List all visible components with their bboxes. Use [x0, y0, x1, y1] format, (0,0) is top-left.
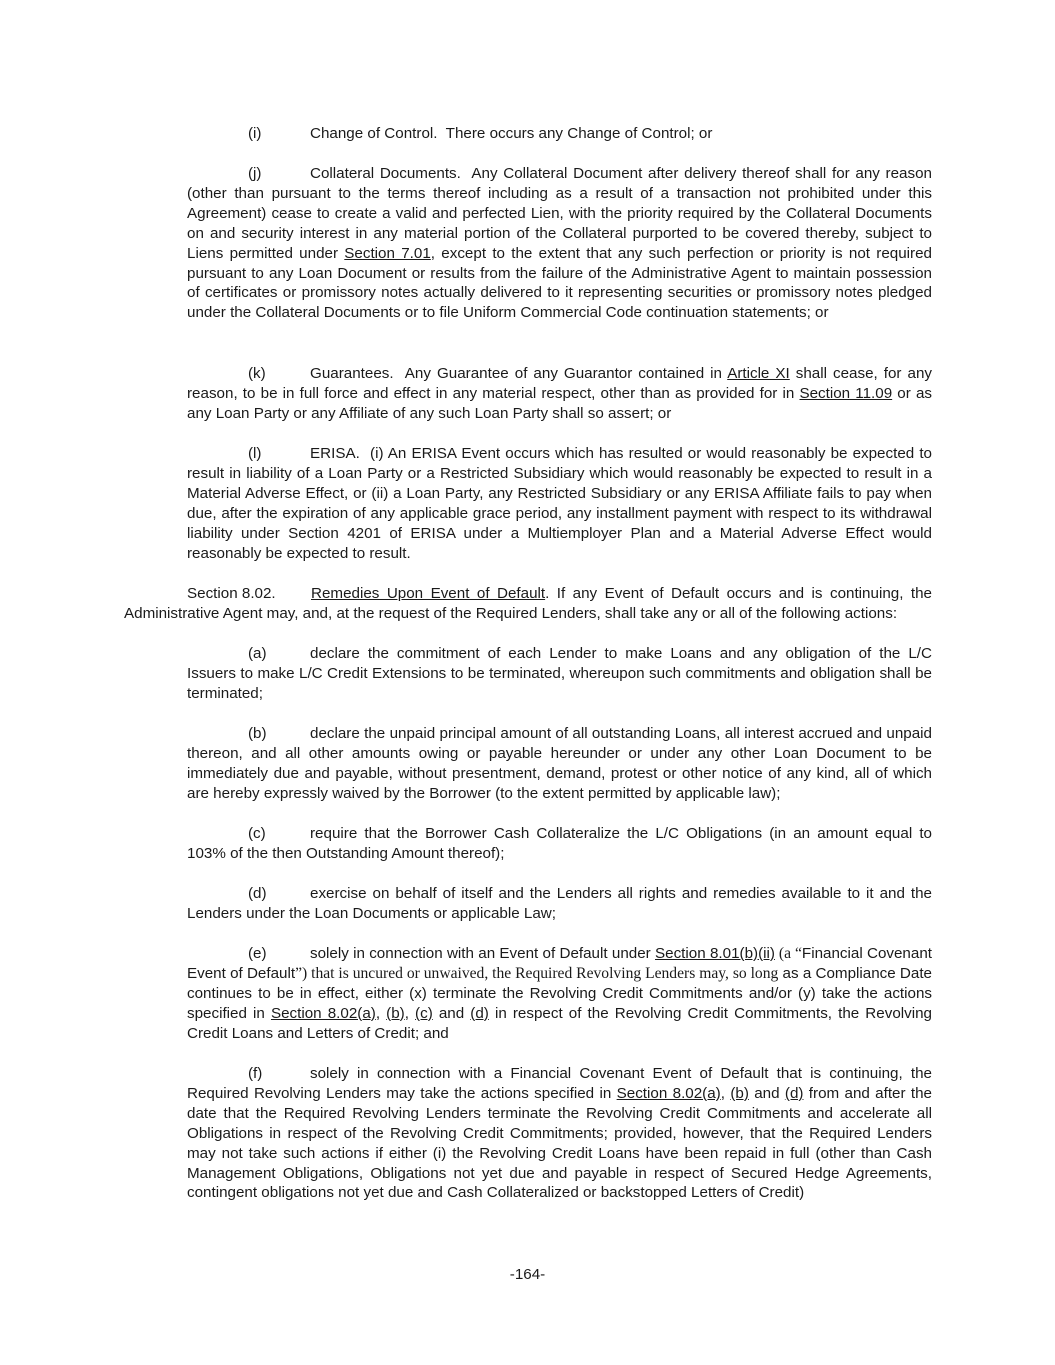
paragraph-text: There occurs any Change of Control; or	[445, 125, 713, 142]
paragraph-text: solely in connection with a Financial Covenant Event of Default that is continuing, the Required Revolving Lenders may take the actions specified in	[187, 1065, 932, 1102]
paragraph-text: (i) An ERISA Event occurs which has resulted or would reasonably be expected to result in liability of a Loan Party or a Restricted Subsidiary which would reasonably be expected to result in a Material Adverse Effect, or (ii) a Loan Party, any Restricted Subsidiary or any ERISA Affiliate fails to pay when due, after the expiration of any applicable grace period, any installment payment with respect to its withdrawal liability under Section 4201 of ERISA under a Multiemployer Plan and a Material Adverse Effect would reasonably be expected to result.	[187, 445, 932, 562]
paragraph-label: (f)	[248, 1065, 263, 1082]
remedy-b	[187, 724, 932, 804]
separator: and	[432, 1004, 471, 1022]
paragraph-heading: Change of Control.	[310, 125, 438, 142]
cross-reference-link: Article XI	[727, 365, 790, 382]
paragraph-text: solely in connection with an Event of Default under	[310, 945, 656, 962]
section-8-02	[124, 584, 932, 624]
paragraph-label: (a)	[248, 645, 267, 662]
paragraph-text: shall cease, for any reason, to be in full force and effect in any material respect, other than as provided for in	[187, 365, 932, 402]
cross-reference-link: Section 8.02(a)	[270, 1004, 376, 1022]
quote-close: ”) that is uncured or unwaived, the Required Revolving Lenders may, so long	[295, 964, 779, 982]
paragraph-label: (l)	[248, 445, 262, 462]
paragraph-heading: Collateral Documents.	[310, 165, 461, 182]
paragraph-label: (b)	[248, 725, 267, 742]
cross-reference-link: (b)	[386, 1004, 405, 1022]
defined-term: Financial Covenant Event of Default	[187, 945, 932, 982]
section-text: . If any Event of Default occurs and is continuing, the Administrative Agent may, and, at the request of the Required Lenders, shall take any or all of the following actions:	[124, 585, 932, 622]
paragraph-label: (j)	[248, 165, 262, 182]
separator: and	[748, 1084, 785, 1102]
cross-reference-link: (d)	[784, 1084, 804, 1102]
paragraph-text: or as any Loan Party or any Affiliate of any such Loan Party shall so assert; or	[187, 384, 932, 422]
paragraph-text: in respect of the Revolving Credit Commitments, the Revolving Credit Loans and Letters of Credit; and	[187, 1004, 932, 1042]
paragraph-i	[187, 124, 932, 144]
paragraph-text: as a Compliance Date continues to be in effect, either (x) terminate the Revolving Credit Commitments and/or (y) take the actions specified in	[187, 964, 932, 1022]
paragraph-text: declare the unpaid principal amount of all outstanding Loans, all interest accrued and unpaid thereon, and all other amounts owing or payable hereunder or under any other Loan Document to be immediately due and payable, without presentment, demand, protest or other notice of any kind, all of which are hereby expressly waived by the Borrower (to the extent permitted by applicable law);	[187, 725, 932, 802]
separator: ,	[404, 1004, 416, 1022]
paragraph-text: Any Guarantee of any Guarantor contained in	[404, 365, 728, 382]
paragraph-l	[187, 444, 932, 563]
remedy-e	[187, 944, 932, 1044]
cross-reference-link: Section 8.02(a)	[616, 1084, 721, 1102]
paragraph-label: (d)	[248, 885, 267, 902]
section-number: Section 8.02.	[187, 585, 276, 602]
cross-reference-link: (c)	[415, 1004, 433, 1022]
cross-reference-link: (d)	[470, 1004, 489, 1022]
paragraph-heading: ERISA.	[310, 445, 360, 462]
separator: ,	[720, 1084, 731, 1102]
paragraph-text: exercise on behalf of itself and the Lenders all rights and remedies available to it and the Lenders under the Loan Documents or applicable Law;	[187, 885, 932, 922]
remedy-a	[187, 644, 932, 704]
section-title: Remedies Upon Event of Default	[311, 585, 546, 602]
paragraph-text: Any Collateral Document after delivery thereof shall for any reason (other than pursuant to the terms thereof including as a result of a transaction not prohibited under this Agreement) cease to create a valid and perfected Lien, with the priority required by the Collateral Documents on and security interest in any material portion of the Collateral purported to be covered thereby, subject to Liens permitted under	[187, 165, 932, 262]
cross-reference-link: Section 8.01(b)(ii)	[655, 945, 775, 962]
paragraph-label: (i)	[248, 125, 262, 142]
cross-reference-link: Section 7.01	[344, 244, 431, 262]
paragraph-text: require that the Borrower Cash Collateralize the L/C Obligations (in an amount equal to 103% of the then Outstanding Amount thereof);	[187, 825, 932, 862]
quote-open: (a “	[774, 945, 802, 962]
paragraph-k	[187, 364, 932, 424]
remedy-f	[187, 1064, 932, 1203]
paragraph-label: (c)	[248, 825, 266, 842]
separator: ,	[375, 1004, 387, 1022]
paragraph-j	[187, 164, 932, 323]
paragraph-text: from and after the date that the Required Revolving Lenders terminate the Revolving Credit Commitments and accelerate all Obligations in respect of the Revolving Credit Commitments; provided, however, that the Required Lenders may not take such actions if either (i) the Revolving Credit Loans have been repaid in full (other than Cash Management Obligations, Obligations not yet due and payable in respect of Secured Hedge Agreements, contingent obligations not yet due and Cash Collateralized or backstopped Letters of Credit)	[187, 1084, 933, 1202]
paragraph-label: (k)	[248, 365, 266, 382]
remedy-d	[187, 884, 932, 924]
paragraph-text: declare the commitment of each Lender to make Loans and any obligation of the L/C Issuers to make L/C Credit Extensions to be terminated, whereupon such commitments and obligation shall be terminated;	[187, 645, 932, 702]
page-number: -164-	[509, 1266, 546, 1283]
paragraph-heading: Guarantees.	[310, 365, 394, 382]
cross-reference-link: Section 11.09	[799, 384, 893, 402]
remedy-c	[187, 824, 932, 864]
paragraph-text: , except to the extent that any such perfection or priority is not required pursuant to any Loan Document or results from the failure of the Administrative Agent to maintain possession of certificates or promissory notes actually delivered to it representing securities or promissory notes pledged under the Collateral Documents or to file Uniform Commercial Code continuation statements; or	[187, 244, 932, 322]
paragraph-label: (e)	[248, 945, 267, 962]
cross-reference-link: (b)	[730, 1084, 749, 1102]
